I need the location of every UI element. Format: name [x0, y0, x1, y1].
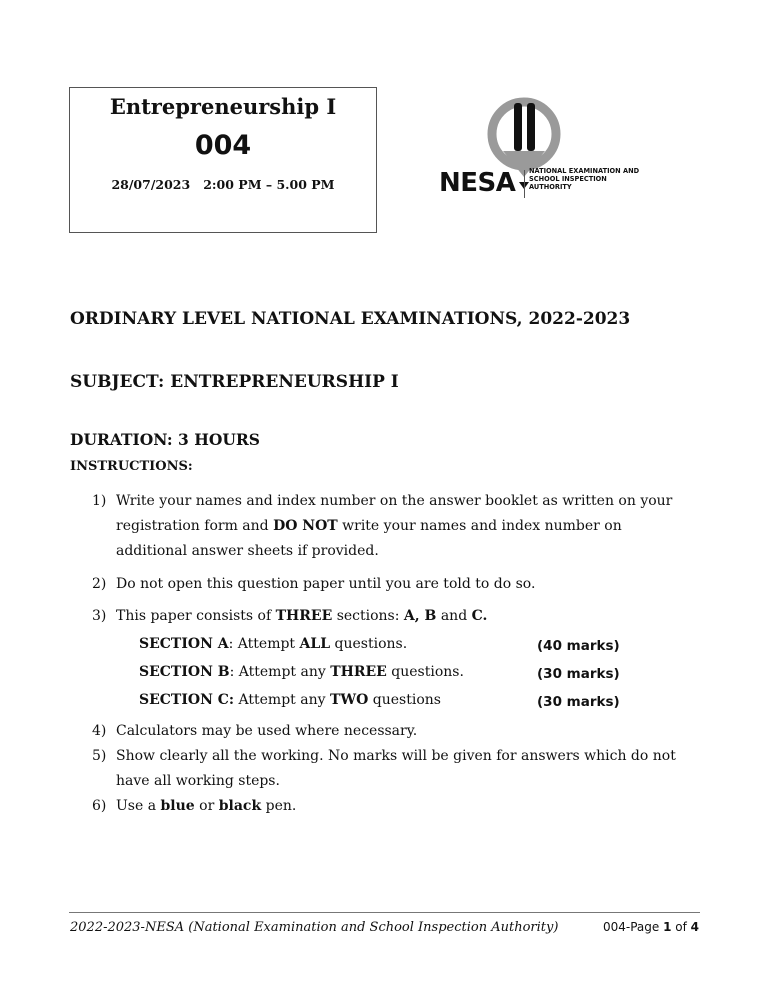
instruction-number: 4)	[92, 723, 107, 739]
section-a-row: SECTION A: Attempt ALL questions.	[139, 636, 408, 652]
section-b-row: SECTION B: Attempt any THREE questions.	[139, 664, 464, 680]
exam-title: ORDINARY LEVEL NATIONAL EXAMINATIONS, 2022-2023	[70, 309, 631, 329]
exam-header-box	[69, 87, 377, 233]
footer-text: 2022-2023-NESA (National Examination and School Inspection Authority)	[70, 920, 559, 935]
page-number: 004-Page 1 of 4	[603, 920, 700, 934]
logo-text-line2: SCHOOL INSPECTION	[529, 175, 607, 183]
subject-heading: SUBJECT: ENTREPRENEURSHIP I	[70, 372, 399, 392]
instruction-number: 1)	[92, 493, 107, 509]
paper-title: Entrepreneurship I	[109, 94, 337, 119]
logo-acronym: NESA	[439, 168, 516, 198]
instruction-number: 2)	[92, 576, 107, 592]
section-b-marks: (30 marks)	[537, 666, 620, 682]
instruction-number: 3)	[92, 608, 107, 624]
logo-text-line3: AUTHORITY	[529, 183, 572, 191]
section-c-row: SECTION C: Attempt any TWO questions	[139, 692, 441, 708]
nesa-logo	[437, 95, 667, 205]
paper-code: 004	[194, 130, 252, 161]
instruction-number: 6)	[92, 798, 107, 814]
duration-heading: DURATION: 3 HOURS	[70, 430, 260, 449]
section-a-marks: (40 marks)	[537, 638, 620, 654]
footer-divider	[69, 912, 700, 913]
instruction-number: 5)	[92, 748, 107, 764]
logo-text-line1: NATIONAL EXAMINATION AND	[529, 167, 640, 175]
instructions-heading: INSTRUCTIONS:	[70, 459, 193, 474]
section-c-marks: (30 marks)	[537, 694, 620, 710]
exam-datetime: 28/07/2023 2:00 PM – 5.00 PM	[111, 177, 335, 192]
logo-divider	[524, 170, 525, 198]
